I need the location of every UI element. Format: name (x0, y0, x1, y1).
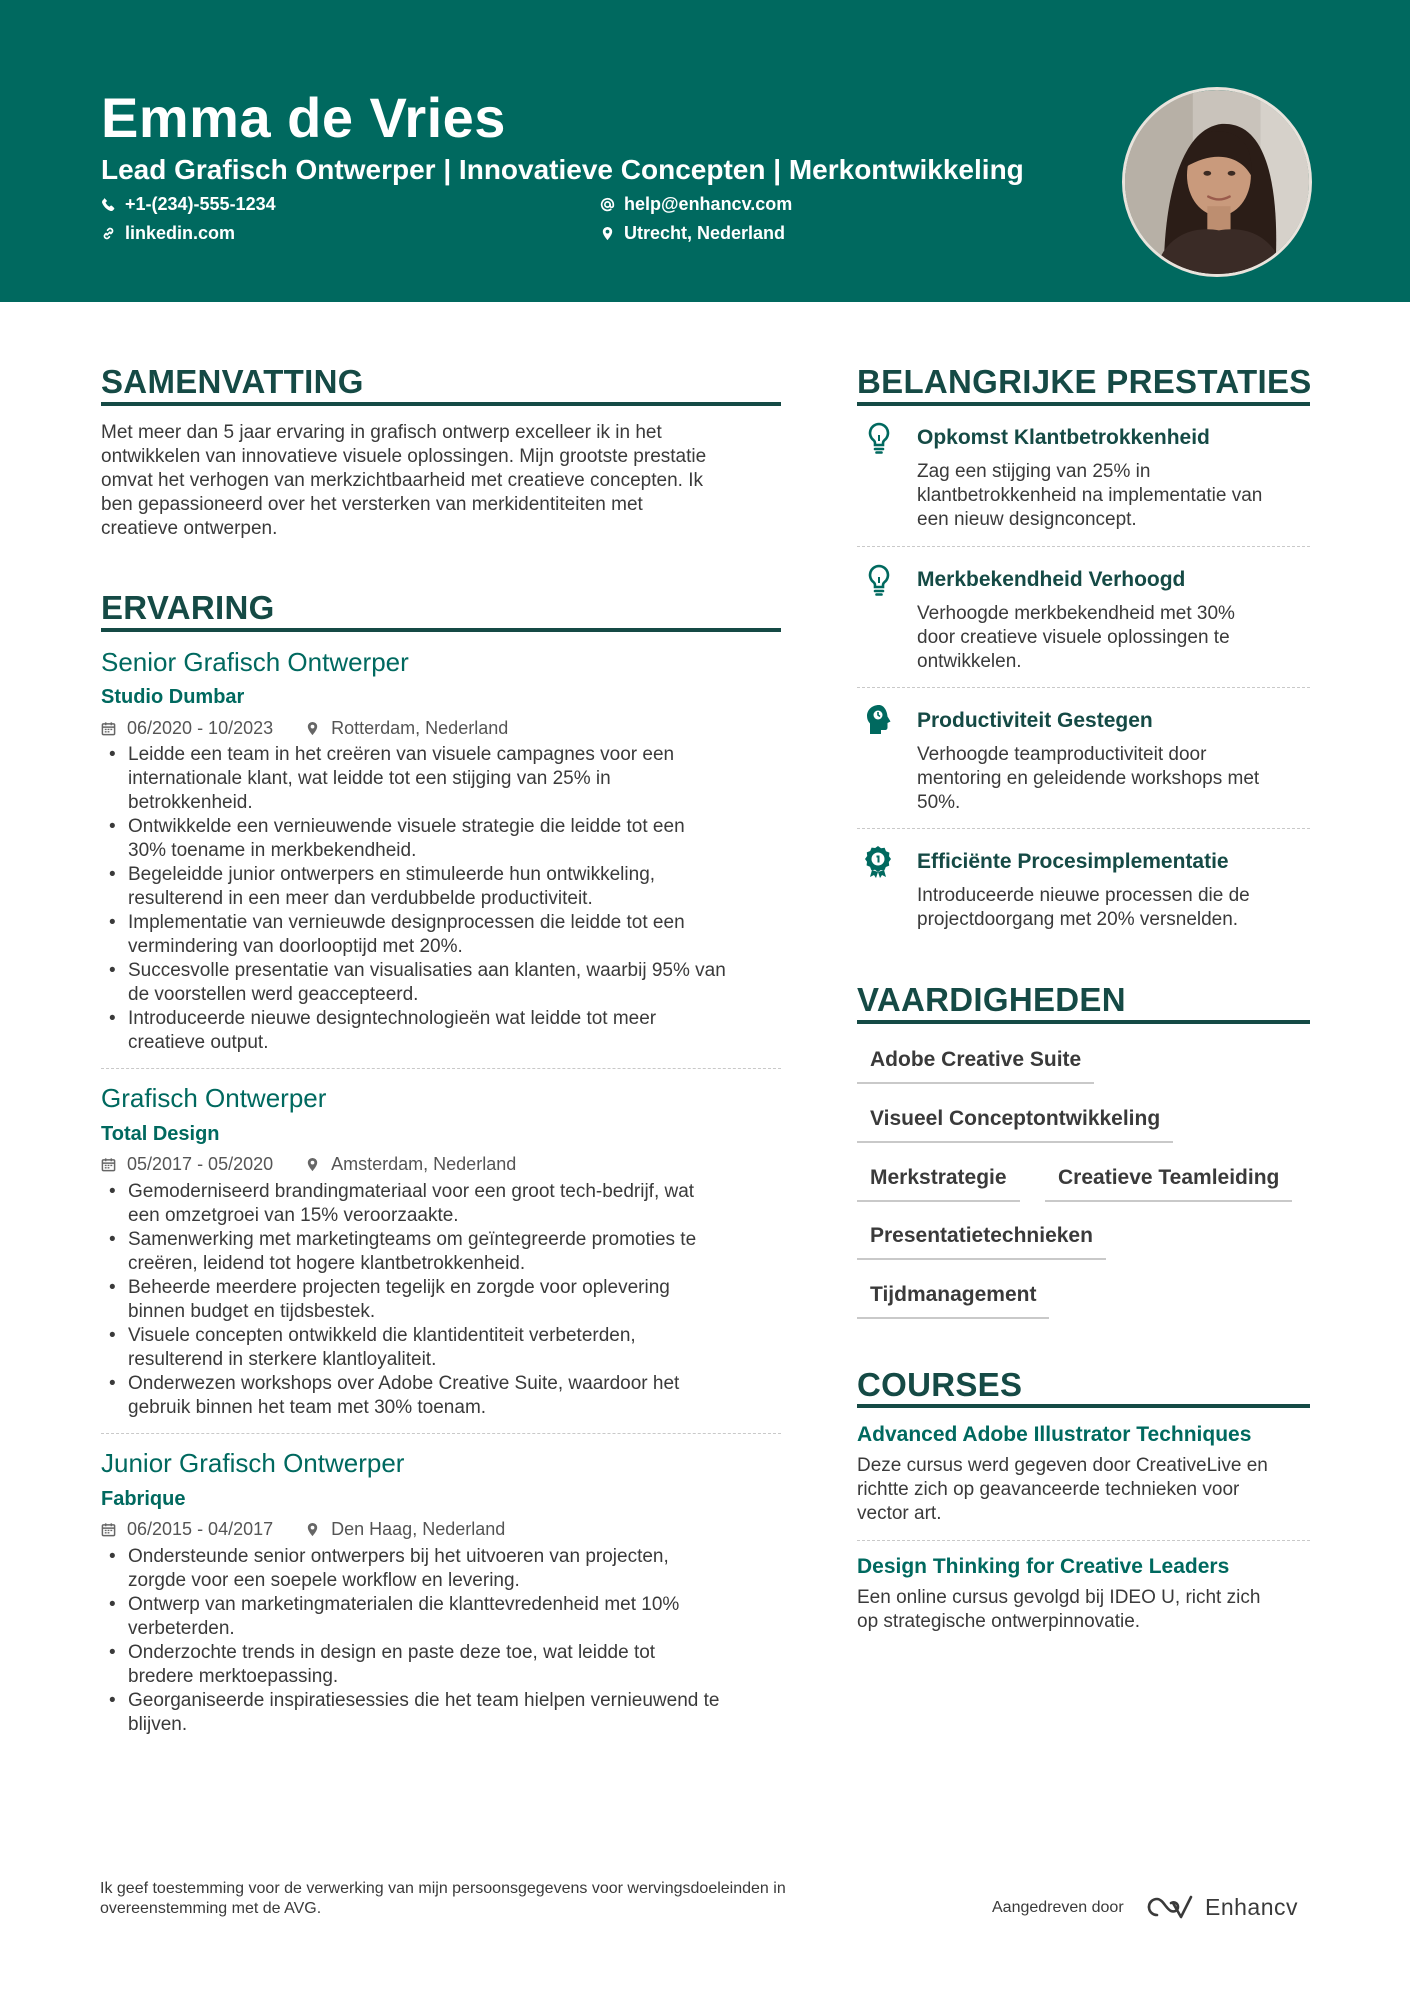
calendar-icon (101, 1157, 116, 1172)
list-item: • Ondersteunde senior ontwerpers bij het uitvoeren van projecten, zorgde voor een soepele workflow en levering. (101, 1545, 785, 1593)
courses-heading: COURSES (857, 1366, 1023, 1403)
skill-tag: Creatieve Teamleiding (1045, 1164, 1292, 1202)
skill-tag: Merkstrategie (857, 1164, 1020, 1202)
candidate-name: Emma de Vries (101, 86, 506, 149)
job-company[interactable]: Total Design (101, 1123, 220, 1145)
skills-rule (857, 1020, 1310, 1024)
courses-rule (857, 1404, 1310, 1408)
email-contact[interactable] (600, 192, 792, 216)
skills-heading: VAARDIGHEDEN (857, 981, 1126, 1018)
achievement-divider (857, 546, 1310, 547)
linkedin-text: linkedin.com (125, 223, 236, 243)
location-pin-icon (600, 226, 615, 241)
location-contact (600, 221, 785, 245)
achievements-rule (857, 402, 1310, 406)
lightbulb-icon (864, 563, 894, 597)
skill-tag: Visueel Conceptontwikkeling (857, 1105, 1173, 1143)
phone-contact[interactable] (101, 192, 276, 216)
achievement-description: Introduceerde nieuwe processen die de projectdoorgang met 20% versnelden. (917, 885, 1250, 930)
location-pin-icon (305, 1157, 320, 1172)
location-pin-icon (305, 1522, 320, 1537)
job-bullets (101, 1545, 785, 1737)
location-text: Utrecht, Nederland (624, 223, 786, 243)
job-role: Grafisch Ontwerper (101, 1083, 327, 1113)
list-item: • Leidde een team in het creëren van visuele campagnes voor een internationale klant, wat leidde tot een stijging van 25% in betrokkenheid. (101, 743, 785, 815)
phone-text: +1-(234)-555-1234 (125, 194, 276, 214)
list-item: • Gemoderniseerd brandingmateriaal voor een groot tech-bedrijf, wat een omzetgroei van 15% veroorzaakte. (101, 1180, 785, 1228)
enhancv-logo-icon[interactable] (1146, 1894, 1194, 1920)
calendar-icon (101, 721, 116, 736)
course-title: Design Thinking for Creative Leaders (857, 1555, 1230, 1578)
skill-tag: Tijdmanagement (857, 1281, 1049, 1319)
achievement-description: Zag een stijging van 25% in klantbetrokkenheid na implementatie van een nieuw designconcept. (917, 461, 1263, 530)
list-item: • Visuele concepten ontwikkeld die klantidentiteit verbeterden, resulterend in sterkere klantloyaliteit. (101, 1324, 785, 1372)
list-item: • Georganiseerde inspiratiesessies die het team hielpen vernieuwend te blijven. (101, 1689, 785, 1737)
job-role: Senior Grafisch Ontwerper (101, 647, 409, 677)
job-company[interactable]: Studio Dumbar (101, 686, 245, 708)
list-item: • Begeleidde junior ontwerpers en stimuleerde hun ontwikkeling, resulterend in een meer dan verdubbelde productiviteit. (101, 863, 785, 911)
summary-heading: SAMENVATTING (101, 363, 364, 400)
achievement-description: Verhoogde merkbekendheid met 30% door creatieve visuele oplossingen te ontwikkelen. (917, 603, 1235, 672)
job-dates: 06/2015 - 04/2017 (127, 1519, 274, 1539)
course-divider (857, 1540, 1310, 1541)
award-ribbon-icon (863, 844, 893, 878)
achievement-description: Verhoogde teamproductiviteit door mentoring en geleidende workshops met 50%. (917, 744, 1260, 813)
calendar-icon (101, 1522, 116, 1537)
job-meta (101, 1152, 516, 1176)
consent-note: Ik geef toestemming voor de verwerking van mijn persoonsgegevens voor wervingsdoeleinden in overeenstemming met de AVG. (100, 1880, 786, 1917)
course-description: Deze cursus werd gegeven door CreativeLive en richtte zich op geavanceerde technieken voor vector art. (857, 1455, 1268, 1524)
achievement-title: Merkbekendheid Verhoogd (917, 568, 1186, 591)
job-location: Den Haag, Nederland (331, 1519, 506, 1539)
job-location: Amsterdam, Nederland (331, 1154, 517, 1174)
experience-rule (101, 628, 781, 632)
list-item: • Introduceerde nieuwe designtechnologieën wat leidde tot meer creatieve output. (101, 1007, 785, 1055)
list-item: • Onderwezen workshops over Adobe Creative Suite, waardoor het gebruik binnen het team met 30% toenam. (101, 1372, 785, 1420)
achievement-title: Opkomst Klantbetrokkenheid (917, 426, 1210, 449)
job-location: Rotterdam, Nederland (331, 718, 509, 738)
summary-text (101, 421, 781, 541)
summary-line: omvat het verhogen van merkzichtbaarheid met creatieve concepten. Ik (101, 470, 703, 491)
job-role: Junior Grafisch Ontwerper (101, 1448, 405, 1478)
course-description: Een online cursus gevolgd bij IDEO U, richt zich op strategische ontwerpinnovatie. (857, 1587, 1261, 1632)
link-icon (101, 226, 116, 241)
email-text: help@enhancv.com (624, 194, 793, 214)
job-meta (101, 1517, 505, 1541)
powered-by-label: Aangedreven door (992, 1899, 1124, 1916)
list-item: • Onderzochte trends in design en paste deze toe, wat leidde tot bredere merktoepassing. (101, 1641, 785, 1689)
head-idea-icon (863, 703, 893, 737)
at-icon (600, 197, 615, 212)
list-item: • Ontwerp van marketingmaterialen die klanttevredenheid met 10% verbeterden. (101, 1593, 785, 1641)
brand-name[interactable]: Enhancv (1205, 1894, 1299, 1920)
profile-photo (1122, 87, 1312, 277)
list-item: • Ontwikkelde een vernieuwende visuele strategie die leidde tot een 30% toename in merkbekendheid. (101, 815, 785, 863)
resume-header (0, 0, 1410, 302)
job-bullets (101, 1180, 785, 1420)
list-item: • Samenwerking met marketingteams om geïntegreerde promoties te creëren, leidend tot hogere klantbetrokkenheid. (101, 1228, 785, 1276)
linkedin-contact[interactable] (101, 221, 235, 245)
achievement-title: Efficiënte Procesimplementatie (917, 850, 1229, 873)
candidate-headline: Lead Grafisch Ontwerper | Innovatieve Concepten | Merkontwikkeling (101, 154, 1024, 185)
list-item: • Implementatie van vernieuwde designprocessen die leidde tot een vermindering van doorlooptijd met 20%. (101, 911, 785, 959)
summary-line: ontwikkelen van innovatieve visuele oplossingen. Mijn grootste prestatie (101, 446, 707, 467)
summary-line: ben gepassioneerd over het versterken van merkidentiteiten met (101, 494, 643, 515)
list-item: • Succesvolle presentatie van visualisaties aan klanten, waarbij 95% van de voorstellen werd geaccepteerd. (101, 959, 785, 1007)
job-dates: 05/2017 - 05/2020 (127, 1154, 274, 1174)
skill-tag: Adobe Creative Suite (857, 1046, 1094, 1084)
experience-heading: ERVARING (101, 589, 275, 626)
job-bullets (101, 743, 785, 1055)
phone-icon (101, 197, 116, 212)
achievement-divider (857, 828, 1310, 829)
job-divider (101, 1068, 781, 1069)
achievements-heading: BELANGRIJKE PRESTATIES (857, 363, 1312, 400)
summary-line: creatieve ontwerpen. (101, 518, 278, 539)
achievement-title: Productiviteit Gestegen (917, 709, 1153, 732)
lightbulb-icon (864, 421, 894, 455)
summary-line: Met meer dan 5 jaar ervaring in grafisch ontwerp excelleer ik in het (101, 422, 662, 443)
job-dates: 06/2020 - 10/2023 (127, 718, 274, 738)
summary-rule (101, 402, 781, 406)
course-title: Advanced Adobe Illustrator Techniques (857, 1423, 1252, 1446)
job-divider (101, 1433, 781, 1434)
skill-tag: Presentatietechnieken (857, 1222, 1106, 1260)
location-pin-icon (305, 721, 320, 736)
job-company[interactable]: Fabrique (101, 1488, 186, 1510)
list-item: • Beheerde meerdere projecten tegelijk en zorgde voor oplevering binnen budget en tijdsbestek. (101, 1276, 785, 1324)
achievement-divider (857, 687, 1310, 688)
job-meta (101, 716, 508, 740)
